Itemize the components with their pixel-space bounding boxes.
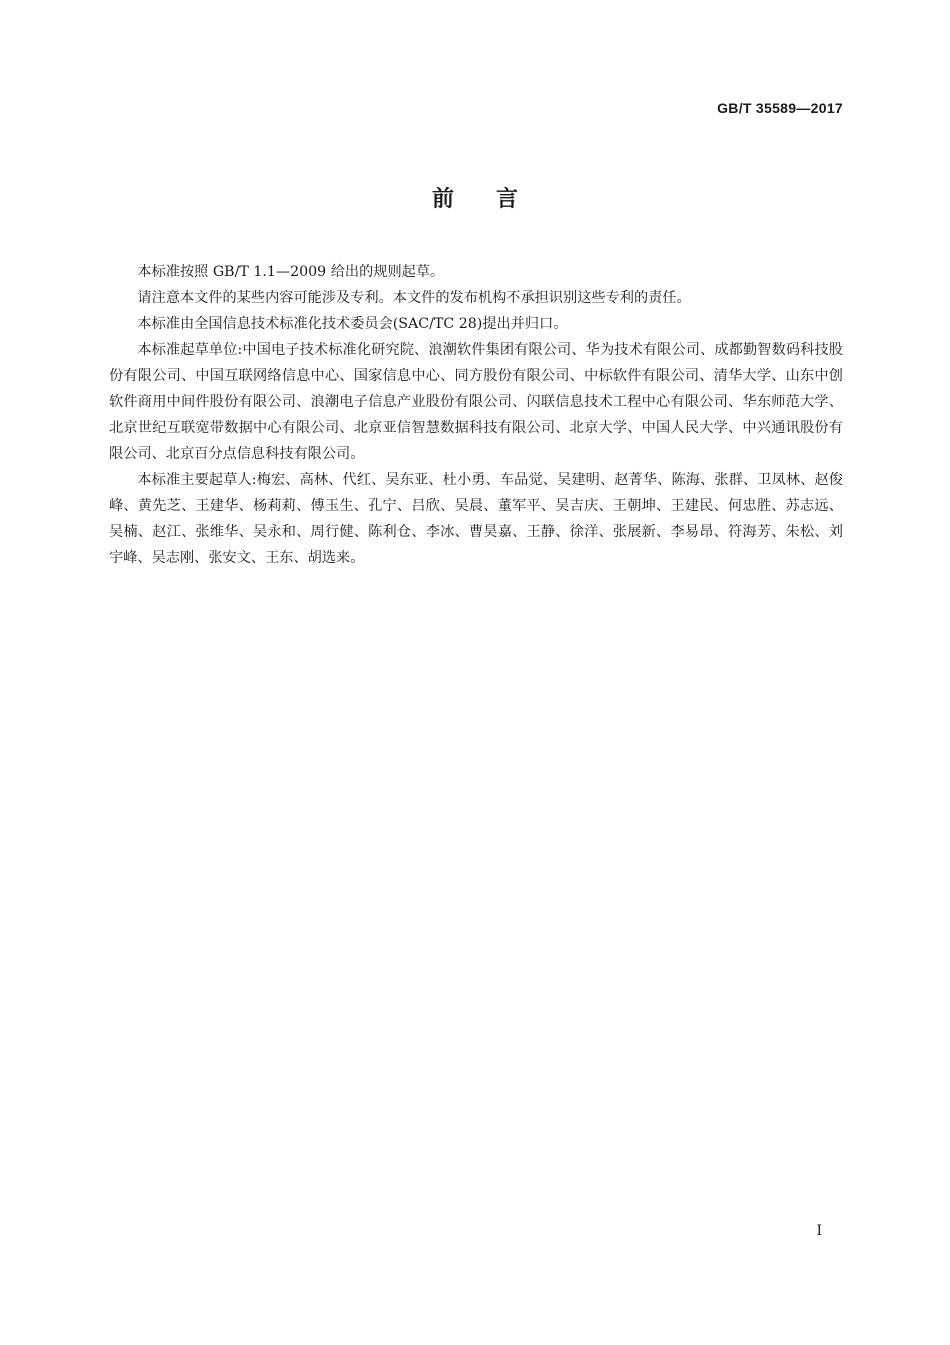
paragraph-drafters: 本标准主要起草人:梅宏、高林、代红、吴东亚、杜小勇、车品觉、吴建明、赵菁华、陈海、张群、卫凤林、赵俊峰、黄先芝、王建华、杨莉莉、傅玉生、孔宁、吕欣、吴晨、董军平、吴吉庆、王朝坤、王建民、何忠胜、苏志远、吴楠、赵江、张维华、吴永和、周行健、陈利仓、李冰、曹昊嘉、王静、徐洋、张展新、李易昂、符海芳、朱松、刘宇峰、吴志刚、张安文、王东、胡选来。 [109,472,843,566]
foreword-body [109,259,843,571]
page-title: 前言 [431,187,560,212]
page-number: I [816,1223,822,1239]
paragraph-drafting-units: 本标准起草单位:中国电子技术标准化研究院、浪潮软件集团有限公司、华为技术有限公司、成都勤智数码科技股份有限公司、中国互联网络信息中心、国家信息中心、同方股份有限公司、中标软件有限公司、清华大学、山东中创软件商用中间件股份有限公司、浪潮电子信息产业股份有限公司、闪联信息技术工程中心有限公司、华东师范大学、北京世纪互联宽带数据中心有限公司、北京亚信智慧数据科技有限公司、北京大学、中国人民大学、中兴通讯股份有限公司、北京百分点信息科技有限公司。 [109,342,843,462]
paragraph-proposer: 本标准由全国信息技术标准化技术委员会(SAC/TC 28)提出并归口。 [137,316,568,332]
paragraph-patent-notice: 请注意本文件的某些内容可能涉及专利。本文件的发布机构不承担识别这些专利的责任。 [137,290,691,306]
standard-number: GB/T 35589—2017 [717,100,843,116]
paragraph-drafting-rules: 本标准按照 GB/T 1.1—2009 给出的规则起草。 [137,264,445,280]
